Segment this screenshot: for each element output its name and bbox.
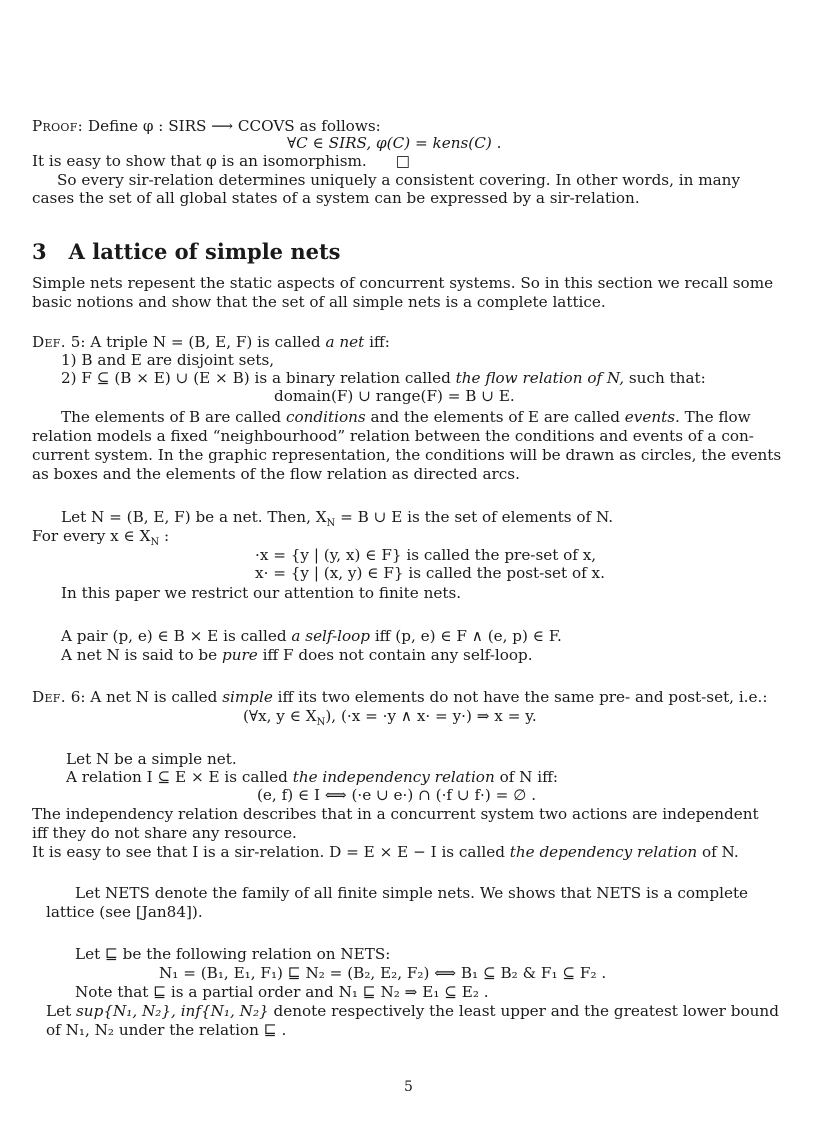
dep-term: the dependency relation	[509, 843, 698, 861]
def6-label: Def.	[32, 688, 66, 706]
indep-desc-2: iff they do not share any resource.	[32, 824, 297, 842]
order-line-1: Let ⊑ be the following relation on NETS:	[75, 945, 391, 963]
desc-conditions: conditions	[285, 408, 366, 426]
supinf-a: Let	[46, 1002, 72, 1020]
intro-line-2: basic notions and show that the set of all simple nets is a complete lattice.	[32, 293, 606, 311]
proof-conclusion: It is easy to show that φ is an isomorphism.	[32, 152, 367, 170]
def5-term: a net	[325, 333, 365, 351]
prepost-line-2	[32, 527, 169, 552]
def6-term: simple	[222, 688, 273, 706]
order-line-4: of N₁, N₂ under the relation ⊑ .	[46, 1021, 287, 1039]
section-heading	[32, 240, 341, 264]
def5-desc-4: as boxes and the elements of the flow relation as directed arcs.	[32, 465, 520, 483]
def5-head	[32, 333, 390, 351]
order-formula: N₁ = (B₁, E₁, F₁) ⊑ N₂ = (B₂, E₂, F₂) ⟺ B₁ ⊆ B₂ & F₁ ⊆ F₂ .	[159, 964, 607, 982]
def6-formula	[243, 707, 537, 732]
proof-label: Proof:	[32, 117, 84, 135]
selfloop-line-2	[61, 646, 533, 664]
def5-desc-2: relation models a fixed “neighbourhood” relation between the conditions and events of a con-	[32, 427, 754, 445]
para1-line-2: cases the set of all global states of a system can be expressed by a sir-relation.	[32, 189, 640, 207]
proof-text: Define φ : SIRS ⟶ CCOVS as follows:	[87, 117, 381, 135]
selfloop-b: iff (p, e) ∈ F ∧ (e, p) ∈ F.	[374, 627, 562, 645]
pure-a: A net N is said to be	[61, 646, 218, 664]
indep-line-2	[66, 768, 558, 786]
def6-formula-sub: N	[316, 717, 326, 729]
def6-head	[32, 688, 767, 706]
def5-label: Def.	[32, 333, 66, 351]
desc-events: events.	[624, 408, 680, 426]
indep-term: the independency relation	[292, 768, 495, 786]
dep-b: of N.	[701, 843, 739, 861]
prepost2-b: :	[159, 527, 170, 545]
section-number: 3	[32, 239, 47, 264]
page-number: 5	[404, 1079, 413, 1095]
proof-line-3	[32, 152, 410, 170]
def5-desc-1	[61, 408, 751, 426]
para1-line-1: So every sir-relation determines uniquely a consistent covering. In other words, in many	[57, 171, 741, 189]
def6-a: 6: A net N is called	[70, 688, 218, 706]
preset-def: ·x = {y | (y, x) ∈ F} is called the pre-set of x,	[255, 546, 597, 564]
indep-desc-1: The independency relation describes that in a concurrent system two actions are independent	[32, 805, 759, 823]
prepost2-sub: N	[150, 537, 160, 549]
pure-term: pure	[221, 646, 258, 664]
intro-line-1: Simple nets repesent the static aspects of concurrent systems. So in this section we recall some	[32, 274, 774, 292]
def5-text: 5: A triple N = (B, E, F) is called	[70, 333, 321, 351]
def5-item2-term: the flow relation of N,	[455, 369, 625, 387]
nets-line-1: Let NETS denote the family of all finite simple nets. We shows that NETS is a complete	[75, 884, 749, 902]
selfloop-term: a self-loop	[291, 627, 370, 645]
qed-box: □	[395, 152, 410, 170]
indep-desc-3	[32, 843, 739, 861]
indep-line-1: Let N be a simple net.	[66, 750, 237, 768]
def5-item2-text: 2) F ⊆ (B × E) ∪ (E × B) is a binary relation called	[61, 369, 451, 387]
proof-line-1	[32, 117, 381, 135]
def5-item2-end: such that:	[628, 369, 706, 387]
dep-a: It is easy to see that I is a sir-relation. D = E × E − I is called	[32, 843, 505, 861]
desc-text-end: The flow	[684, 408, 751, 426]
def6-formula-a: (∀x, y ∈ X	[243, 707, 317, 725]
postset-def: x· = {y | (x, y) ∈ F} is called the post-set of x.	[255, 564, 605, 582]
selfloop-line-1	[61, 627, 562, 645]
def5-item-2	[61, 369, 706, 387]
indep-a: A relation I ⊆ E × E is called	[66, 768, 288, 786]
desc-text-a: The elements of B are called	[61, 408, 282, 426]
def5-desc-3: current system. In the graphic representation, the conditions will be drawn as circles, the events	[32, 446, 782, 464]
supinf-term: sup{N₁, N₂}, inf{N₁, N₂}	[76, 1002, 269, 1020]
nets-line-2: lattice (see [Jan84]).	[46, 903, 203, 921]
order-note: Note that ⊑ is a partial order and N₁ ⊑ N₂ ⇒ E₁ ⊆ E₂ .	[75, 983, 489, 1001]
section-title: A lattice of simple nets	[68, 239, 341, 264]
selfloop-a: A pair (p, e) ∈ B × E is called	[61, 627, 287, 645]
prepost-a: Let N = (B, E, F) be a net. Then, X	[61, 508, 327, 526]
def6-b: iff its two elements do not have the same pre- and post-set, i.e.:	[277, 688, 768, 706]
def6-formula-b: ), (·x = ·y ∧ x· = y·) ⇒ x = y.	[325, 707, 537, 725]
prepost2-a: For every x ∈ X	[32, 527, 151, 545]
prepost-b: = B ∪ E is the set of elements of N.	[335, 508, 614, 526]
prepost-sub: N	[326, 518, 336, 530]
pure-b: iff F does not contain any self-loop.	[262, 646, 533, 664]
supinf-b: denote respectively the least upper and the greatest lower bound	[273, 1002, 779, 1020]
def5-formula: domain(F) ∪ range(F) = B ∪ E.	[274, 387, 515, 405]
indep-b: of N iff:	[499, 768, 559, 786]
def5-iff: iff:	[369, 333, 390, 351]
proof-formula: ∀C ∈ SIRS, φ(C) = kens(C) .	[287, 134, 502, 152]
indep-formula: (e, f) ∈ I ⟺ (·e ∪ e·) ∩ (·f ∪ f·) = ∅ .	[257, 786, 537, 804]
desc-text-b: and the elements of E are called	[370, 408, 620, 426]
def5-item-1: 1) B and E are disjoint sets,	[61, 351, 275, 369]
order-line-3	[46, 1002, 779, 1020]
restrict-note: In this paper we restrict our attention to finite nets.	[61, 584, 462, 602]
